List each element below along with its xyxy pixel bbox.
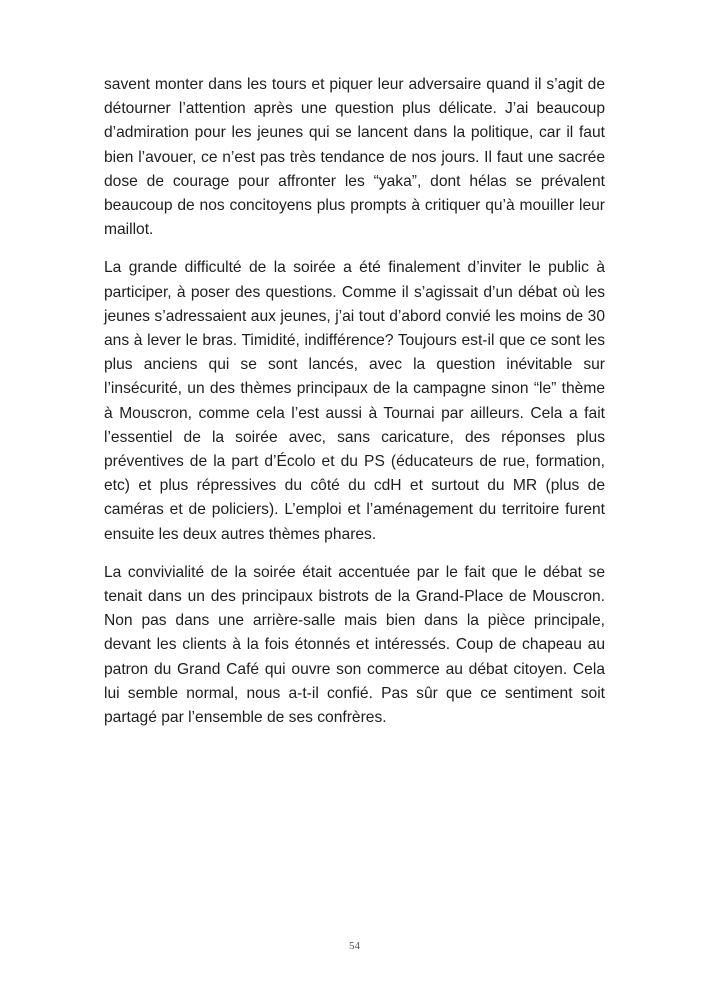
- page-number: 54: [349, 940, 360, 952]
- paragraph-1: savent monter dans les tours et piquer leur adversaire quand il s’agit de détourner l’attention après une question plus délicate. J’ai beaucoup d’admiration pour les jeunes qui se lancent dans la politique, car il faut bien l’avouer, ce n’est pas très tendance de nos jours. Il faut une sacrée dose de courage pour affronter les “yaka”, dont hélas se prévalent beaucoup de nos concitoyens plus prompts à critiquer qu’à mouiller leur maillot.: [104, 76, 605, 239]
- body-text: [104, 73, 605, 744]
- paragraph-3: La convivialité de la soirée était accentuée par le fait que le débat se tenait dans un des principaux bistrots de la Grand-Place de Mouscron. Non pas dans une arrière-salle mais bien dans la pièce principale, devant les clients à la fois étonnés et intéressés. Coup de chapeau au patron du Grand Café qui ouvre son commerce au débat citoyen. Cela lui semble normal, nous a-t-il confié. Pas sûr que ce sentiment soit partagé par l’ensemble de ses confrères.: [104, 563, 605, 727]
- paragraph-2: La grande difficulté de la soirée a été finalement d’inviter le public à participer, à poser des questions. Comme il s’agissait d’un débat où les jeunes s’adressaient aux jeunes, j’ai tout d’abord convié les moins de 30 ans à lever le bras. Timidité, indifférence? Toujours est-il que ce sont les plus anciens qui se sont lancés, avec la question inévitable sur l’insécurité, un des thèmes principaux de la campagne sinon “le” thème à Mouscron, comme cela l’est aussi à Tournai par ailleurs. Cela a fait l’essentiel de la soirée avec, sans caricature, des réponses plus préventives de la part d’Écolo et du PS (éducateurs de rue, formation, etc) et plus répressives du côté du cdH et surtout du MR (plus de caméras et de policiers). L’emploi et l’aménagement du territoire furent ensuite les deux autres thèmes phares.: [104, 259, 605, 543]
